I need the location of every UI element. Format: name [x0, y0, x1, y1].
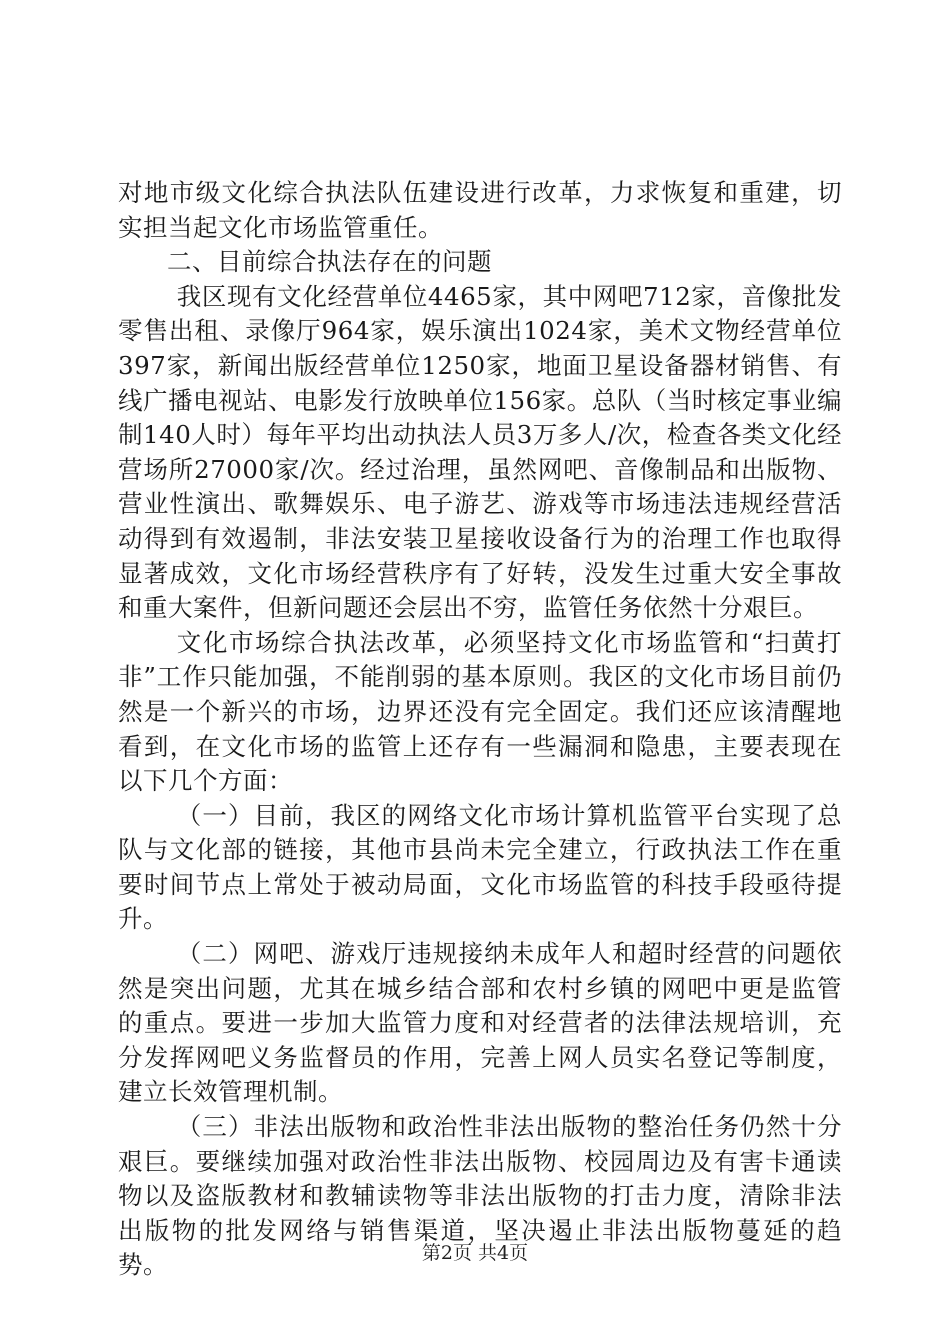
paragraph-item-1: （一）目前，我区的网络文化市场计算机监管平台实现了总队与文化部的链接，其他市县尚未完全建立，行政执法工作在重要时间节点上常处于被动局面，文化市场监管的科技手段亟待提升。	[118, 800, 842, 934]
paragraph-continuation: 对地市级文化综合执法队伍建设进行改革，力求恢复和重建，切实担当起文化市场监管重任。	[118, 178, 842, 242]
paragraph-item-3: （三）非法出版物和政治性非法出版物的整治任务仍然十分艰巨。要继续加强对政治性非法出版物、校园周边及有害卡通读物以及盗版教材和教辅读物等非法出版物的打击力度，清除非法出版物的批发网络与销售渠道，坚决遏止非法出版物蔓延的趋势。	[118, 1112, 842, 1280]
paragraph-item-2: （二）网吧、游戏厅违规接纳未成年人和超时经营的问题依然是突出问题，尤其在城乡结合部和农村乡镇的网吧中更是监管的重点。要进一步加大监管力度和对经营者的法律法规培训，充分发挥网吧义务监督员的作用，完善上网人员实名登记等制度，建立长效管理机制。	[118, 939, 842, 1107]
paragraph-statistics: 我区现有文化经营单位4465家，其中网吧712家，音像批发零售出租、录像厅964家，娱乐演出1024家，美术文物经营单位397家，新闻出版经营单位1250家，地面卫星设备器材销售、有线广播电视站、电影发行放映单位156家。总队（当时核定事业编制140人时）每年平均出动执法人员3万多人/次，检查各类文化经营场所27000家/次。经过治理，虽然网吧、音像制品和出版物、营业性演出、歌舞娱乐、电子游艺、游戏等市场违法违规经营活动得到有效遏制，非法安装卫星接收设备行为的治理工作也取得显著成效，文化市场经营秩序有了好转，没发生过重大安全事故和重大案件，但新问题还会层出不穷，监管任务依然十分艰巨。	[118, 281, 842, 623]
document-body	[118, 176, 842, 1283]
page-number-footer: 第2页 共4页	[421, 1242, 529, 1264]
paragraph-principle: 文化市场综合执法改革，必须坚持文化市场监管和“扫黄打非”工作只能加强，不能削弱的基本原则。我区的文化市场目前仍然是一个新兴的市场，边界还没有完全固定。我们还应该清醒地看到，在文化市场的监管上还存有一些漏洞和隐患，主要表现在以下几个方面：	[118, 627, 842, 796]
section-heading: 二、目前综合执法存在的问题	[167, 247, 492, 277]
